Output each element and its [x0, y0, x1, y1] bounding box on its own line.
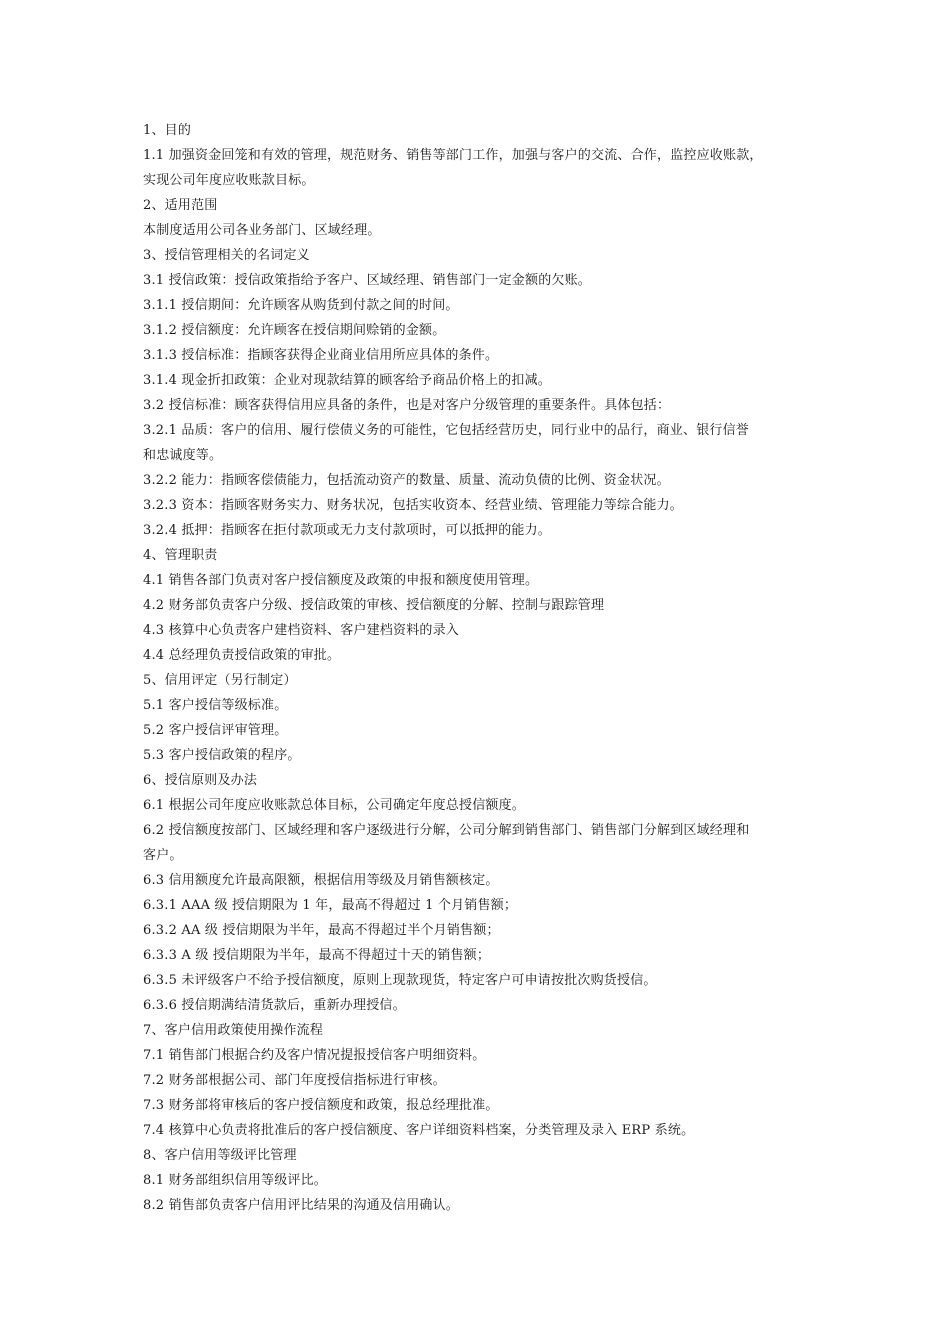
- section-heading-1: 1、目的: [143, 123, 192, 138]
- paragraph-8-2: 8.2 销售部负责客户信用评比结果的沟通及信用确认。: [143, 1198, 460, 1213]
- paragraph-4-3: 4.3 核算中心负责客户建档资料、客户建档资料的录入: [143, 623, 460, 638]
- paragraph-6-3-1: 6.3.1 AAA 级 授信期限为 1 年，最高不得超过 1 个月销售额；: [143, 898, 518, 913]
- paragraph-4-2: 4.2 财务部负责客户分级、授信政策的审核、授信额度的分解、控制与跟踪管理: [143, 598, 605, 613]
- paragraph-6-1: 6.1 根据公司年度应收账款总体目标，公司确定年度总授信额度。: [143, 798, 526, 813]
- paragraph-1-1-cont: 实现公司年度应收账款目标。: [143, 173, 315, 188]
- section-heading-7: 7、客户信用政策使用操作流程: [143, 1023, 324, 1038]
- paragraph-3-1: 3.1 授信政策：授信政策指给予客户、区域经理、销售部门一定金额的欠账。: [143, 273, 592, 288]
- paragraph-8-1: 8.1 财务部组织信用等级评比。: [143, 1173, 328, 1188]
- paragraph-6-2-cont: 客户。: [143, 848, 183, 863]
- paragraph-3-1-4: 3.1.4 现金折扣政策：企业对现款结算的顾客给予商品价格上的扣减。: [143, 373, 552, 388]
- paragraph-3-2-4: 3.2.4 抵押：指顾客在拒付款项或无力支付款项时，可以抵押的能力。: [143, 523, 552, 538]
- paragraph-4-1: 4.1 销售各部门负责对客户授信额度及政策的申报和额度使用管理。: [143, 573, 539, 588]
- paragraph-6-3-6: 6.3.6 授信期满结清货款后，重新办理授信。: [143, 998, 406, 1013]
- paragraph-3-2-1: 3.2.1 品质：客户的信用、履行偿债义务的可能性，它包括经营历史，同行业中的品行，商业、银行信誉: [143, 423, 750, 438]
- paragraph-3-2: 3.2 授信标准：顾客获得信用应具备的条件，也是对客户分级管理的重要条件。具体包括：: [143, 398, 671, 413]
- paragraph-3-2-1-cont: 和忠诚度等。: [143, 448, 223, 463]
- paragraph-6-2: 6.2 授信额度按部门、区域经理和客户逐级进行分解，公司分解到销售部门、销售部门分解到区域经理和: [143, 823, 750, 838]
- paragraph-5-1: 5.1 客户授信等级标准。: [143, 698, 288, 713]
- section-heading-3: 3、授信管理相关的名词定义: [143, 248, 310, 263]
- section-heading-4: 4、管理职责: [143, 548, 218, 563]
- paragraph-1-1: 1.1 加强资金回笼和有效的管理，规范财务、销售等部门工作，加强与客户的交流、合作，监控应收账款，: [143, 148, 763, 163]
- paragraph-6-3-3: 6.3.3 A 级 授信期限为半年，最高不得超过十天的销售额；: [143, 948, 491, 963]
- paragraph-7-3: 7.3 财务部将审核后的客户授信额度和政策，报总经理批准。: [143, 1098, 499, 1113]
- section-heading-2: 2、适用范围: [143, 198, 218, 213]
- paragraph-5-2: 5.2 客户授信评审管理。: [143, 723, 288, 738]
- paragraph-7-1: 7.1 销售部门根据合约及客户情况提报授信客户明细资料。: [143, 1048, 486, 1063]
- paragraph-7-4: 7.4 核算中心负责将批准后的客户授信额度、客户详细资料档案，分类管理及录入 ERP 系统。: [143, 1123, 695, 1138]
- paragraph-3-2-2: 3.2.2 能力：指顾客偿债能力，包括流动资产的数量、质量、流动负债的比例、资金状况。: [143, 473, 670, 488]
- paragraph-6-3: 6.3 信用额度允许最高限额，根据信用等级及月销售额核定。: [143, 873, 499, 888]
- document-body: [143, 118, 813, 1218]
- paragraph-4-4: 4.4 总经理负责授信政策的审批。: [143, 648, 341, 663]
- paragraph-3-1-2: 3.1.2 授信额度：允许顾客在授信期间赊销的金额。: [143, 323, 446, 338]
- section-heading-5: 5、信用评定（另行制定）: [143, 673, 297, 688]
- paragraph-3-2-3: 3.2.3 资本：指顾客财务实力、财务状况，包括实收资本、经营业绩、管理能力等综合能力。: [143, 498, 684, 513]
- section-heading-8: 8、客户信用等级评比管理: [143, 1148, 297, 1163]
- paragraph-3-1-3: 3.1.3 授信标准：指顾客获得企业商业信用所应具体的条件。: [143, 348, 499, 363]
- paragraph-3-1-1: 3.1.1 授信期间：允许顾客从购货到付款之间的时间。: [143, 298, 459, 313]
- paragraph-2: 本制度适用公司各业务部门、区域经理。: [143, 223, 381, 238]
- paragraph-6-3-2: 6.3.2 AA 级 授信期限为半年，最高不得超过半个月销售额；: [143, 923, 500, 938]
- section-heading-6: 6、授信原则及办法: [143, 773, 258, 788]
- paragraph-7-2: 7.2 财务部根据公司、部门年度授信指标进行审核。: [143, 1073, 446, 1088]
- paragraph-5-3: 5.3 客户授信政策的程序。: [143, 748, 301, 763]
- paragraph-6-3-5: 6.3.5 未评级客户不给予授信额度，原则上现款现货，特定客户可申请按批次购货授信。: [143, 973, 657, 988]
